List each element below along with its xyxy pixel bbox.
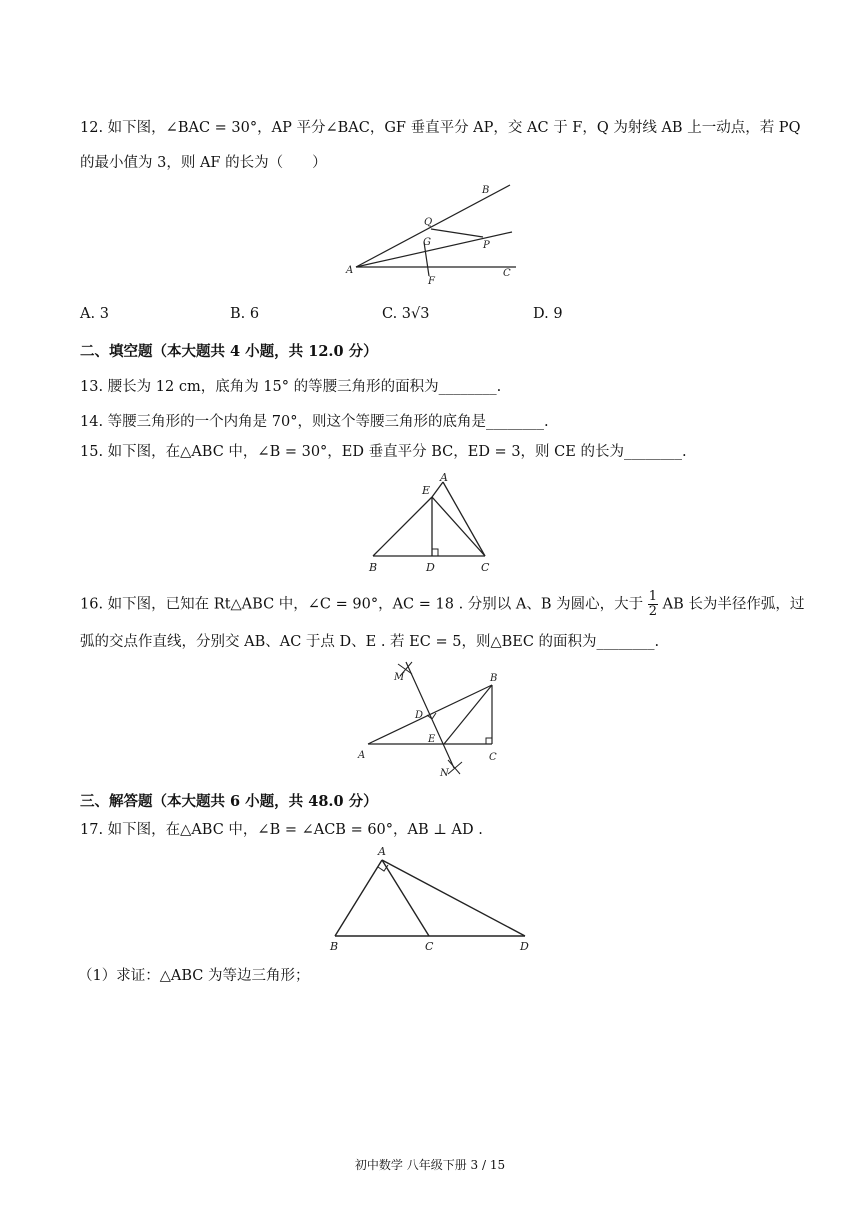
section-heading-fill-in: 二、填空题（本大题共 4 小题，共 12.0 分） xyxy=(80,343,378,360)
q16-label-A: A xyxy=(358,750,366,761)
q12-option-b: B. 6 xyxy=(230,306,260,322)
q12-text-line1: 12. 如下图，∠BAC = 30°，AP 平分∠BAC，GF 垂直平分 AP，交 AC 于 F，Q 为射线 AB 上一动点，若 PQ xyxy=(80,120,801,136)
q12-label-A: A xyxy=(346,265,354,276)
q17-label-D: D xyxy=(520,940,529,953)
q12-label-Q: Q xyxy=(424,217,433,228)
q15-text: 15. 如下图，在△ABC 中，∠B = 30°，ED 垂直平分 BC，ED = 3，则 CE 的长为________. xyxy=(80,444,687,460)
q12-label-F: F xyxy=(428,276,435,287)
q17-label-B: B xyxy=(330,940,339,953)
q12-figure xyxy=(340,180,530,290)
q12-label-B: B xyxy=(482,185,490,196)
q16-figure xyxy=(350,652,510,780)
q16-fraction-numerator: 1 xyxy=(648,589,658,604)
q15-label-C: C xyxy=(481,561,490,574)
q12-label-G: G xyxy=(423,237,431,248)
q15-label-D: D xyxy=(426,561,435,574)
q17-text: 17. 如下图，在△ABC 中，∠B = ∠ACB = 60°，AB ⊥ AD . xyxy=(80,822,483,838)
q16-fraction-denominator: 2 xyxy=(648,604,658,619)
q15-label-B: B xyxy=(369,561,378,574)
section-heading-solve: 三、解答题（本大题共 6 小题，共 48.0 分） xyxy=(80,793,378,810)
q16-label-B: B xyxy=(490,673,498,684)
q13-text: 13. 腰长为 12 cm，底角为 15° 的等腰三角形的面积为________. xyxy=(80,379,502,395)
q17-label-A: A xyxy=(378,845,386,858)
q16-label-E: E xyxy=(428,734,436,745)
q15-figure xyxy=(365,470,495,580)
q14-text: 14. 等腰三角形的一个内角是 70°，则这个等腰三角形的底角是________. xyxy=(80,414,549,430)
q16-label-M: M xyxy=(394,672,405,683)
q12-text-line2: 的最小值为 3，则 AF 的长为（ ） xyxy=(80,155,327,171)
page-footer: 初中数学 八年级下册 3 / 15 xyxy=(354,1158,506,1172)
q16-text-line1 xyxy=(80,590,804,619)
q12-label-C: C xyxy=(503,268,511,279)
q17-part1: （1）求证：△ABC 为等边三角形； xyxy=(78,968,310,984)
q16-text-part-a: 16. 如下图，已知在 Rt△ABC 中，∠C = 90°，AC = 18 . 分别以 A、B 为圆心，大于 xyxy=(80,596,644,613)
q15-label-E: E xyxy=(422,484,431,497)
q16-label-N: N xyxy=(440,768,449,779)
q17-label-C: C xyxy=(425,940,434,953)
q12-option-c: C. 3√3 xyxy=(382,306,430,322)
q12-option-a: A. 3 xyxy=(80,306,109,322)
q16-text-line2: 弧的交点作直线，分别交 AB、AC 于点 D、E . 若 EC = 5，则△BEC 的面积为________. xyxy=(80,634,660,650)
q16-text-part-b: AB 长为半径作弧，过 xyxy=(662,596,805,613)
q12-option-d: D. 9 xyxy=(533,306,563,322)
q16-fraction-half xyxy=(648,590,658,619)
q15-label-A: A xyxy=(440,471,448,484)
q17-figure xyxy=(325,840,535,955)
q16-label-D: D xyxy=(415,710,424,721)
q12-label-P: P xyxy=(483,240,490,251)
q16-label-C: C xyxy=(489,752,497,763)
